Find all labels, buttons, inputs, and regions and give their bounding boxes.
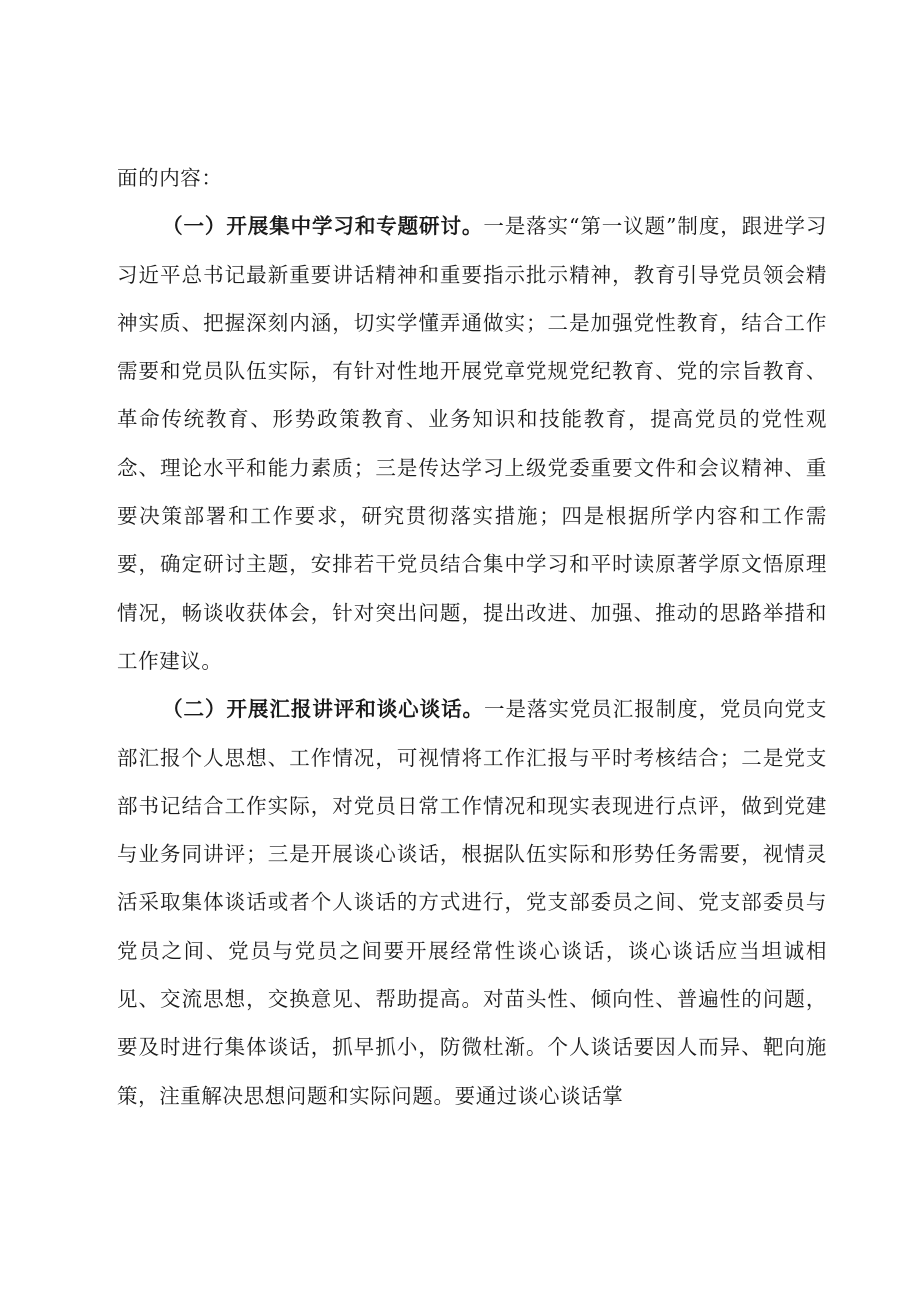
- section-1-heading: （一）开展集中学习和专题研讨。: [162, 214, 484, 239]
- section-1-paragraph: [117, 202, 827, 685]
- section-2-text: 一是落实党员汇报制度，党员向党支部汇报个人思想、工作情况，可视情将工作汇报与平时考核结合；二是党支部书记结合工作实际，对党员日常工作情况和现实表现进行点评，做到党建与业务同讲评；三是开展谈心谈话，根据队伍实际和形势任务需要，视情灵活采取集体谈话或者个人谈话的方式进行，党支部委员之间、党支部委员与党员之间、党员与党员之间要开展经常性谈心谈话，谈心谈话应当坦诚相见、交流思想，交换意见、帮助提高。对苗头性、倾向性、普遍性的问题，要及时进行集体谈话，抓早抓小，防微杜渐。个人谈话要因人而异、靶向施策，注重解决思想问题和实际问题。要通过谈心谈话掌: [117, 697, 827, 1108]
- document-body: [117, 154, 827, 1120]
- intro-paragraph: [117, 154, 827, 202]
- intro-text: 面的内容：: [117, 166, 223, 190]
- section-2-paragraph: [117, 685, 827, 1120]
- section-2-heading: （二）开展汇报讲评和谈心谈话。: [162, 697, 484, 722]
- section-1-text: 一是落实“第一议题”制度，跟进学习习近平总书记最新重要讲话精神和重要指示批示精神，教育引导党员领会精神实质、把握深刻内涵，切实学懂弄通做实；二是加强党性教育，结合工作需要和党员队伍实际，有针对性地开展党章党规党纪教育、党的宗旨教育、革命传统教育、形势政策教育、业务知识和技能教育，提高党员的党性观念、理论水平和能力素质；三是传达学习上级党委重要文件和会议精神、重要决策部署和工作要求，研究贯彻落实措施；四是根据所学内容和工作需要，确定研讨主题，安排若干党员结合集中学习和平时读原著学原文悟原理情况，畅谈收获体会，针对突出问题，提出改进、加强、推动的思路举措和工作建议。: [117, 214, 827, 673]
